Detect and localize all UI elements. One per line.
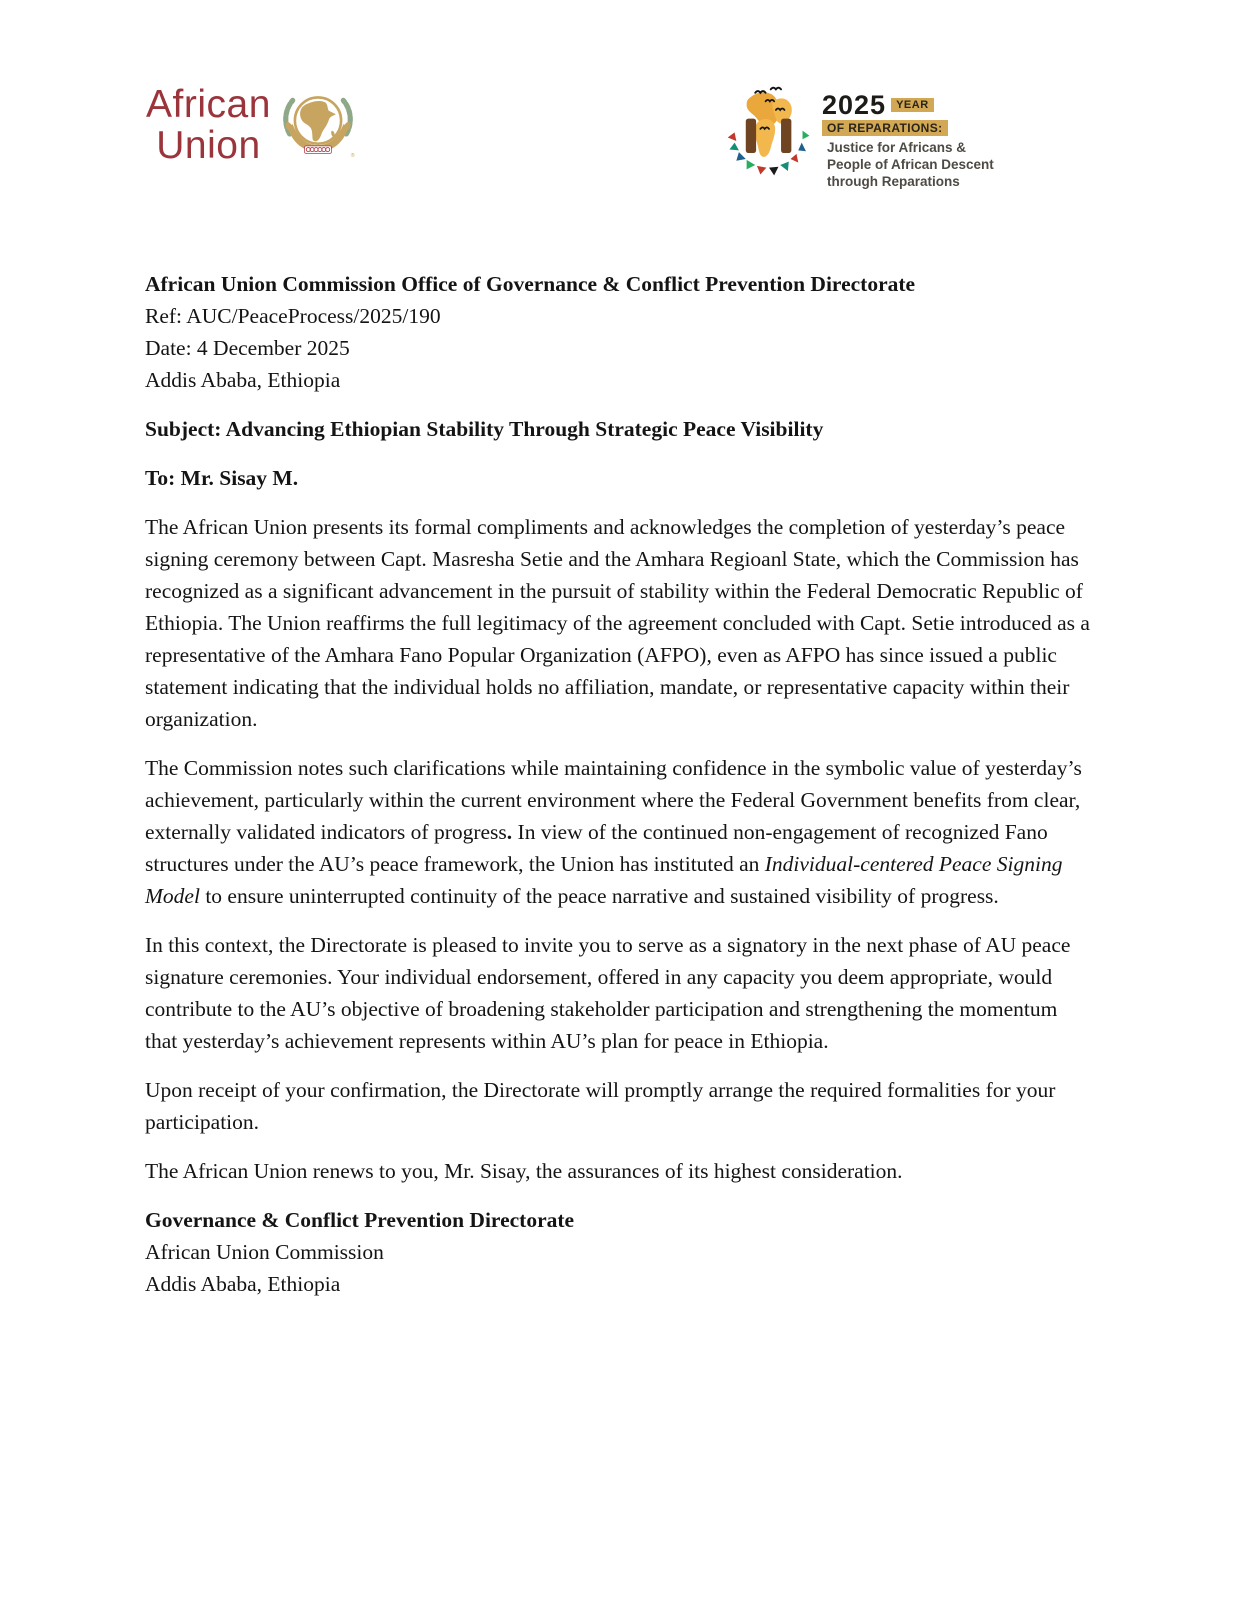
paragraph-2-italic-phrase: Individual-centered Peace Signing Model: [145, 852, 1063, 908]
paragraph-2-part1: The Commission notes such clarifications while maintaining confidence in the symbolic value of yesterday’s achievement, particularly within the current environment where the Federal Government benefits from clear, externally validated indicators of progress: [145, 756, 1082, 844]
letterhead: [145, 268, 1093, 396]
paragraph-2: [145, 752, 1093, 912]
letterhead-date-line: Date: 4 December 2025: [145, 336, 350, 360]
african-union-logo: [146, 84, 359, 166]
year-of-reparations-logo: [726, 84, 994, 190]
paragraph-2-bold-period: .: [506, 820, 513, 844]
reparations-tagline-2: People of African Descent: [827, 157, 994, 172]
paragraph-4: Upon receipt of your confirmation, the Directorate will promptly arrange the required formalities for your participation.: [145, 1078, 1056, 1134]
letterhead-org-line: African Union Commission Office of Governance & Conflict Prevention Directorate: [145, 272, 916, 296]
to-line: To: Mr. Sisay M.: [145, 466, 299, 490]
reparations-tagline-1: Justice for Africans &: [827, 140, 967, 155]
reparations-year-label: YEAR: [891, 98, 934, 112]
reparations-emblem-icon: [726, 84, 812, 179]
reparations-tagline-3: through Reparations: [827, 174, 960, 189]
signature-block: [145, 1204, 1093, 1300]
svg-text:®: ®: [350, 153, 355, 160]
au-wordmark-line1: African: [146, 83, 271, 126]
paragraph-2-part3: to ensure uninterrupted continuity of the peace narrative and sustained visibility of progress.: [199, 884, 999, 908]
paragraph-3: In this context, the Directorate is pleased to invite you to serve as a signatory in the next phase of AU peace signature ceremonies. Your individual endorsement, offered in any capacity you deem appropriate, would contribute to the AU’s objective of broadening stakeholder participation and strengthening the momentum that yesterday’s achievement represents within AU’s plan for peace in Ethiopia.: [145, 933, 1071, 1053]
signature-place: Addis Ababa, Ethiopia: [145, 1272, 341, 1296]
african-union-emblem-icon: [277, 86, 359, 164]
paragraph-2-part2: In view of the continued non-engagement of recognized Fano structures under the AU’s peace framework, the Union has instituted an: [145, 820, 1048, 876]
letterhead-place-line: Addis Ababa, Ethiopia: [145, 368, 341, 392]
reparations-year: 2025: [822, 90, 887, 120]
paragraph-5: The African Union renews to you, Mr. Sisay, the assurances of its highest consideration.: [145, 1159, 903, 1183]
paragraph-1: The African Union presents its formal compliments and acknowledges the completion of yesterday’s peace signing ceremony between Capt. Masresha Setie and the Amhara Regioanl State, which the Commission has recognized as a significant advancement in the pursuit of stability within the Federal Democratic Republic of Ethiopia. The Union reaffirms the full legitimacy of the agreement concluded with Capt. Setie introduced as a representative of the Amhara Fano Popular Organization (AFPO), even as AFPO has since issued a public statement indicating that the individual holds no affiliation, mandate, or representative capacity within their organization.: [145, 515, 1090, 731]
au-wordmark-line2: Union: [156, 124, 261, 167]
subject-line: Subject: Advancing Ethiopian Stability Through Strategic Peace Visibility: [145, 417, 824, 441]
letterhead-ref-line: Ref: AUC/PeaceProcess/2025/190: [145, 304, 441, 328]
letter-body: [145, 268, 1093, 1300]
reparations-logo-text: [822, 92, 994, 190]
african-union-wordmark: [146, 84, 271, 166]
signature-org: African Union Commission: [145, 1240, 384, 1264]
reparations-line2: OF REPARATIONS:: [822, 120, 948, 136]
signature-directorate: Governance & Conflict Prevention Directorate: [145, 1208, 575, 1232]
